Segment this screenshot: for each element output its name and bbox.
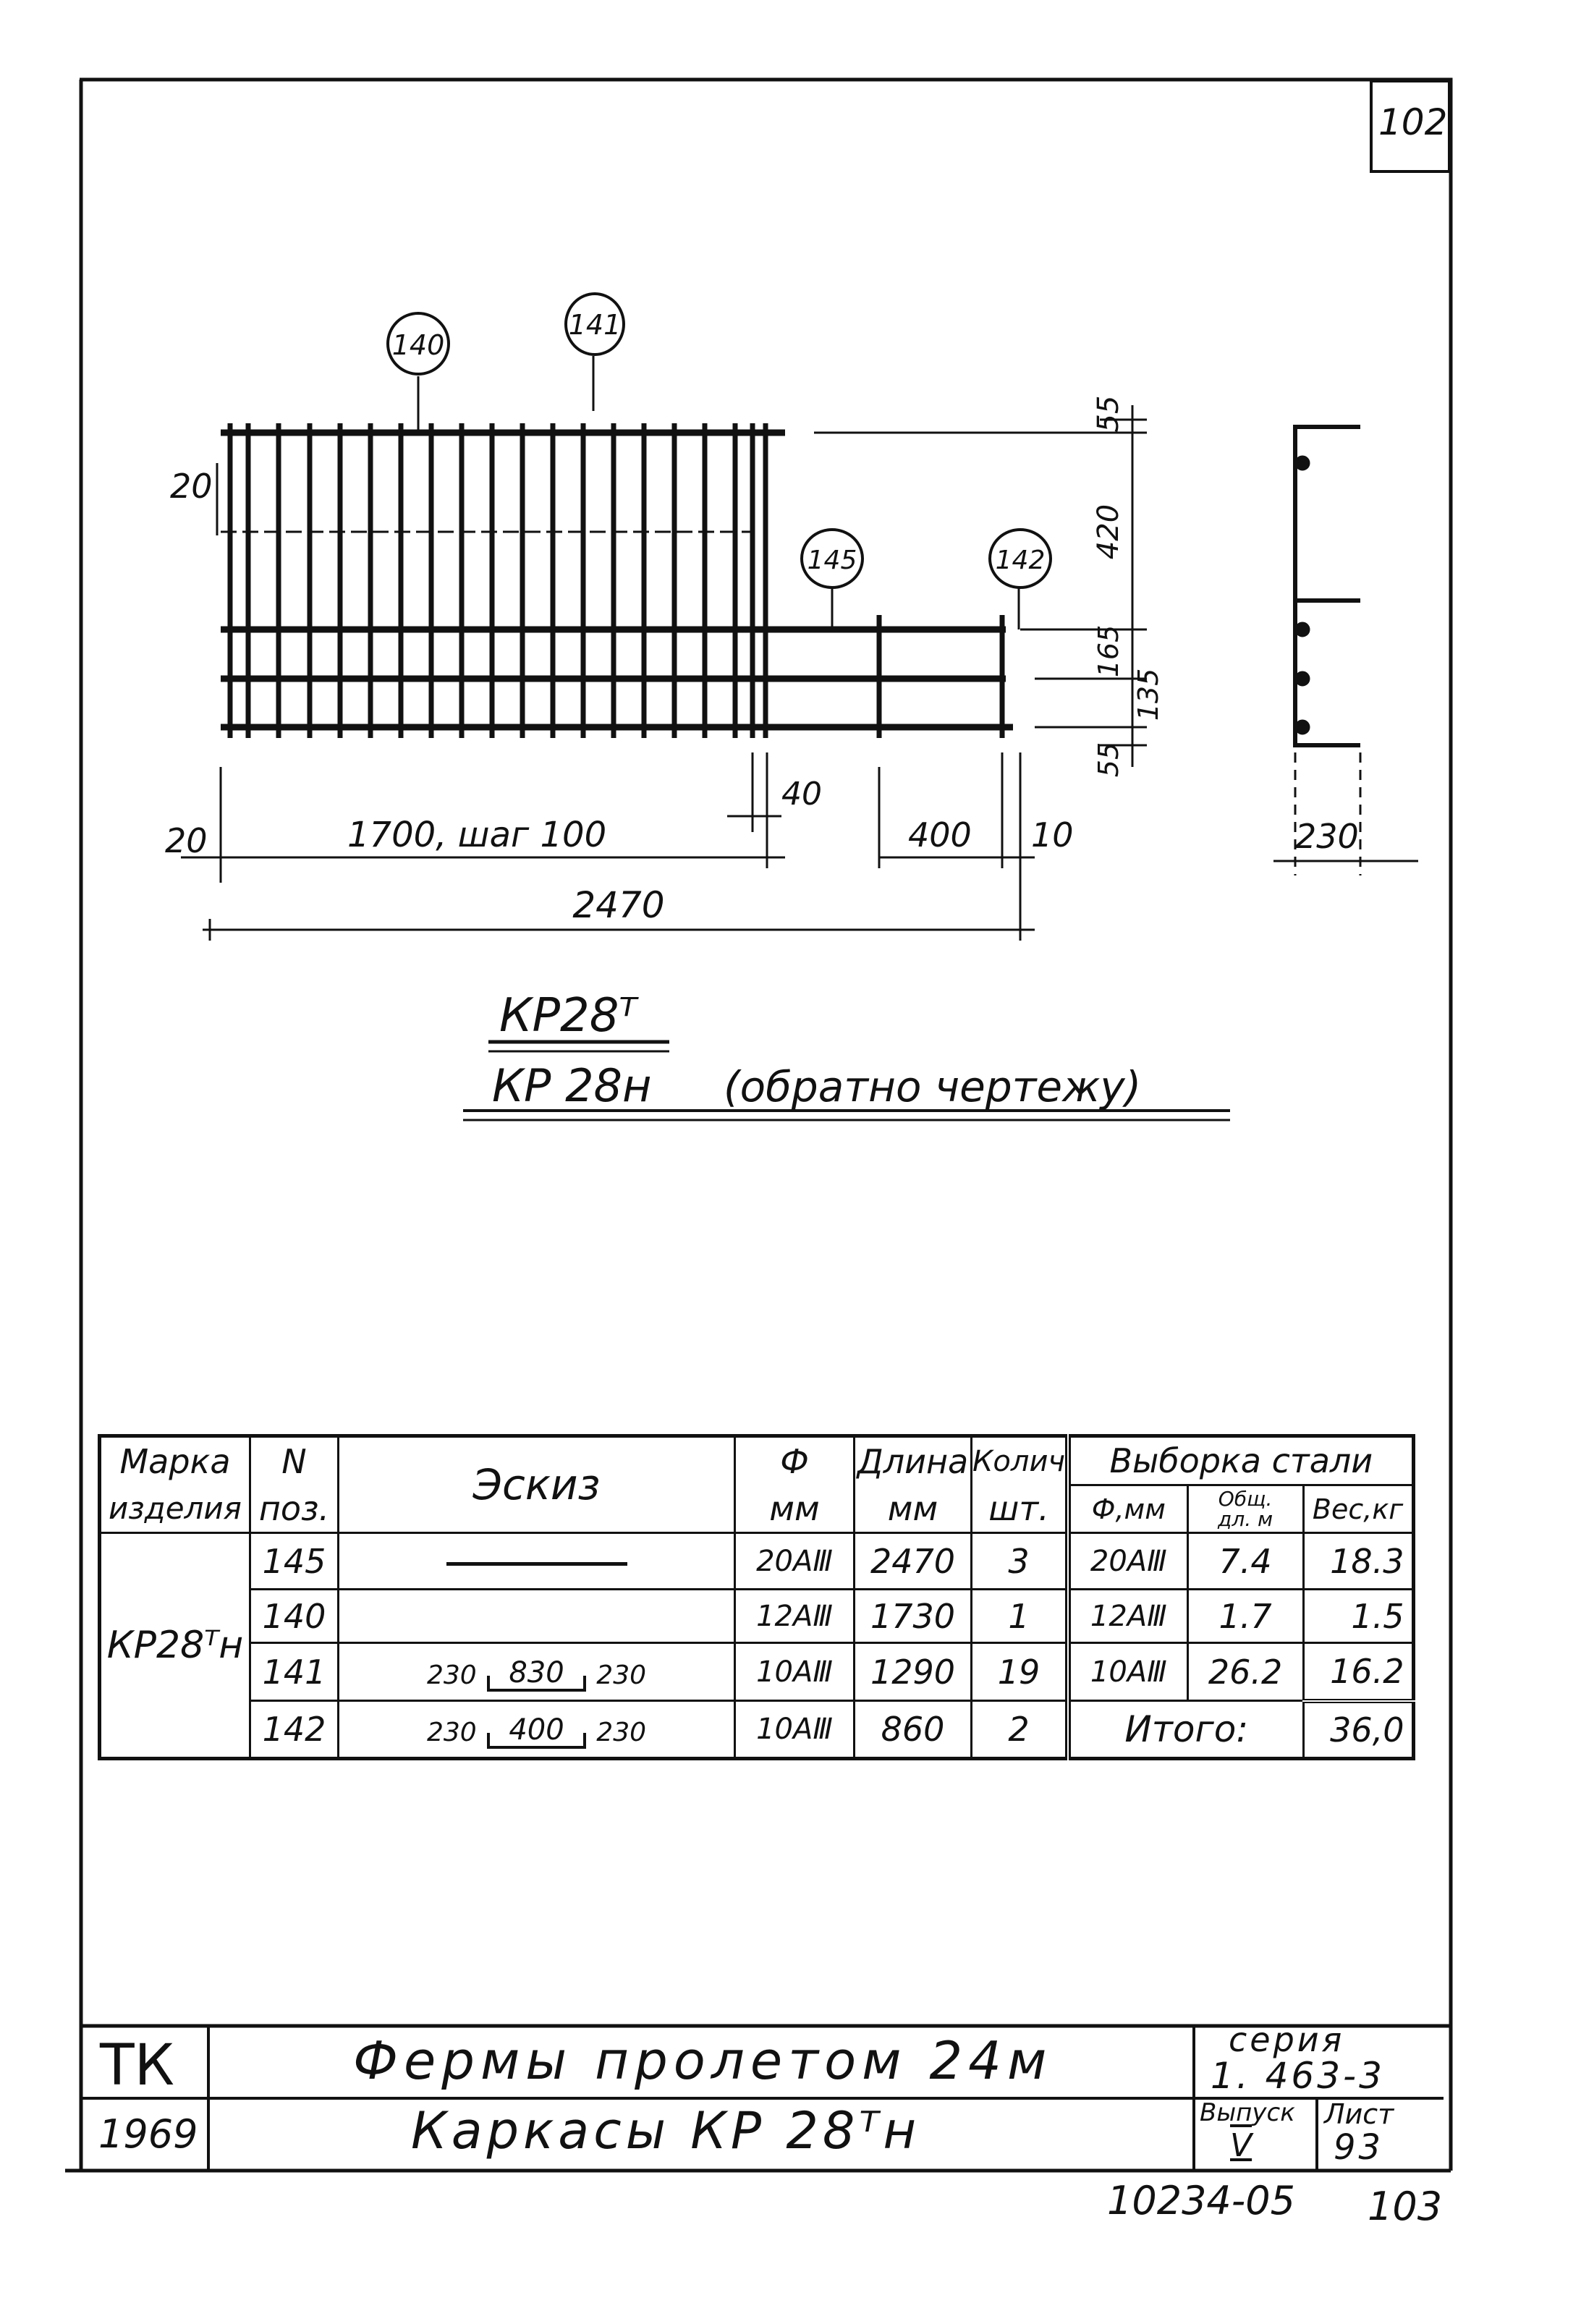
sheet-frame <box>80 80 1451 2171</box>
steel-len-cell: 7.4 <box>1187 1533 1303 1590</box>
header-qty-1: Колич <box>972 1436 1069 1485</box>
dim-left-20: 20 <box>170 467 213 506</box>
steel-dia-cell: 12АⅢ <box>1068 1590 1187 1643</box>
section-dim-230: 230 <box>1295 817 1359 856</box>
pos-cell: 145 <box>250 1533 339 1590</box>
footer-code: 10234-05 <box>1107 2178 1295 2223</box>
total-label: Итого: <box>1068 1701 1303 1759</box>
dia-cell: 20АⅢ <box>735 1533 855 1590</box>
specification-table <box>98 1434 1415 1760</box>
steel-len-cell: 26.2 <box>1187 1643 1303 1701</box>
caption-line2: КР 28н <box>492 1059 652 1112</box>
qty-cell: 19 <box>972 1643 1069 1701</box>
sketch-empty <box>339 1590 735 1643</box>
dim-right-55-top: 55 <box>1092 395 1125 433</box>
table-row <box>100 1701 1414 1759</box>
dim-bottom-10: 10 <box>1031 815 1074 854</box>
steel-weight-cell: 18.3 <box>1303 1533 1413 1590</box>
caption-line1: КР28ᵀ <box>499 989 637 1043</box>
dim-total-2470: 2470 <box>572 884 665 926</box>
steel-len-cell: 1.7 <box>1187 1590 1303 1643</box>
header-pos-1: N <box>250 1436 339 1485</box>
header-dia-2: мм <box>735 1485 855 1533</box>
qty-cell: 1 <box>972 1590 1069 1643</box>
callout-145: 145 <box>807 546 857 575</box>
section-view <box>1273 427 1418 875</box>
steel-dia-cell: 20АⅢ <box>1068 1533 1187 1590</box>
table-row <box>100 1643 1414 1701</box>
header-length-1: Длина <box>855 1436 972 1485</box>
header-mark-1: Марка <box>100 1436 250 1485</box>
header-steel-len <box>1187 1485 1303 1533</box>
dim-40: 40 <box>781 776 822 813</box>
pos-cell: 142 <box>250 1701 339 1759</box>
dia-cell: 12АⅢ <box>735 1590 855 1643</box>
dim-right-55-bottom: 55 <box>1093 742 1124 778</box>
header-sketch: Эскиз <box>339 1436 735 1533</box>
length-cell: 1730 <box>855 1590 972 1643</box>
steel-weight-cell: 16.2 <box>1303 1643 1413 1701</box>
qty-cell: 3 <box>972 1533 1069 1590</box>
callout-142: 142 <box>995 546 1046 575</box>
mark-cell: КР28ᵀн <box>100 1533 250 1759</box>
dim-bottom-400: 400 <box>908 815 972 854</box>
dim-right-420: 420 <box>1092 504 1125 560</box>
org-code: ТК <box>100 2033 175 2098</box>
header-steel-weight: Вес,кг <box>1303 1485 1413 1533</box>
issue-label: Выпуск <box>1200 2098 1295 2127</box>
caption-line2-note: (обратно чертежу) <box>724 1062 1142 1111</box>
pos-cell: 141 <box>250 1643 339 1701</box>
length-cell: 860 <box>855 1701 972 1759</box>
callout-140: 140 <box>391 329 445 361</box>
header-steel-len-2: дл. м <box>1217 1506 1273 1531</box>
sheet-number: 93 <box>1334 2127 1384 2168</box>
header-qty-2: шт. <box>972 1485 1069 1533</box>
drawing-subtitle: Каркасы КР 28ᵀн <box>411 2101 921 2160</box>
series-number: 1. 463-3 <box>1211 2055 1385 2097</box>
drawing-title: Фермы пролетом 24м <box>353 2030 1053 2091</box>
total-value: 36,0 <box>1303 1701 1413 1759</box>
header-mark-2: изделия <box>100 1485 250 1533</box>
issue-number: V <box>1230 2127 1252 2164</box>
header-steel: Выборка стали <box>1068 1436 1413 1485</box>
title-block <box>85 2020 1442 2171</box>
series-label: серия <box>1229 2020 1345 2059</box>
table-row <box>100 1533 1414 1590</box>
steel-weight-cell: 1.5 <box>1303 1590 1413 1643</box>
sketch-straight-bar <box>339 1533 735 1590</box>
table-row <box>100 1590 1414 1643</box>
sheet-label: Лист <box>1324 2098 1394 2130</box>
header-length-2: мм <box>855 1485 972 1533</box>
sketch-stirrup-400: 230 400 230 <box>339 1701 735 1759</box>
footer-page: 103 <box>1368 2184 1443 2229</box>
dia-cell: 10АⅢ <box>735 1701 855 1759</box>
dia-cell: 10АⅢ <box>735 1643 855 1701</box>
dim-bottom-1700: 1700, шаг 100 <box>347 815 607 855</box>
dim-bottom-20: 20 <box>165 821 208 860</box>
length-cell: 1290 <box>855 1643 972 1701</box>
sheet-corner-number: 102 <box>1378 101 1448 143</box>
length-cell: 2470 <box>855 1533 972 1590</box>
steel-dia-cell: 10АⅢ <box>1068 1643 1187 1701</box>
header-steel-len-1: Общ. <box>1218 1486 1273 1511</box>
dim-right-135: 135 <box>1132 668 1164 721</box>
dim-right-165: 165 <box>1093 624 1124 678</box>
header-steel-dia: Ф,мм <box>1068 1485 1187 1533</box>
cage-elevation <box>181 294 1147 941</box>
header-pos-2: поз. <box>250 1485 339 1533</box>
pos-cell: 140 <box>250 1590 339 1643</box>
header-dia-1: Ф <box>735 1436 855 1485</box>
callout-141: 141 <box>568 309 622 341</box>
qty-cell: 2 <box>972 1701 1069 1759</box>
sketch-stirrup-830: 230 830 230 <box>339 1643 735 1701</box>
year: 1969 <box>98 2111 198 2157</box>
